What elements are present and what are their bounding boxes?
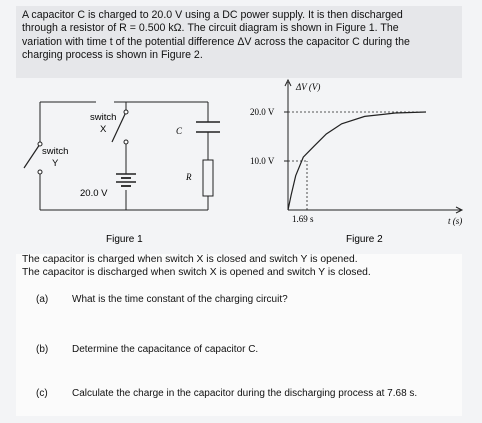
- question-b-text: Determine the capacitance of capacitor C.: [72, 344, 259, 355]
- question-b-label: (b): [36, 344, 49, 355]
- switch-y-label-2: Y: [52, 158, 59, 169]
- supply-voltage-label: 20.0 V: [80, 188, 108, 199]
- figure-1-caption: Figure 1: [106, 234, 143, 245]
- tick-t-label: 1.69 s: [292, 214, 314, 224]
- capacitor-label: C: [176, 126, 183, 136]
- figure-2-caption: Figure 2: [346, 234, 383, 245]
- intro-line-2: through a resistor of R = 0.500 kΩ. The circuit diagram is shown in Figure 1. The: [22, 22, 399, 35]
- question-a-label: (a): [36, 294, 49, 305]
- charging-curve: [288, 112, 426, 210]
- discharged-statement: The capacitor is discharged when switch X is opened and switch Y is closed.: [22, 267, 371, 278]
- question-a-text: What is the time constant of the charging circuit?: [72, 294, 288, 305]
- question-c-label: (c): [36, 388, 48, 399]
- y-axis-label: ΔV (V): [296, 82, 321, 92]
- intro-paragraph: [16, 6, 462, 78]
- question-c-text: Calculate the charge in the capacitor during the discharging process at 7.68 s.: [72, 388, 418, 399]
- circuit-diagram: [0, 72, 240, 254]
- x-axis-label: t (s): [448, 216, 463, 226]
- switch-x-label-1: switch: [90, 112, 117, 123]
- resistor-label: R: [186, 172, 192, 182]
- intro-line-4: charging process is shown in Figure 2.: [22, 49, 203, 62]
- intro-line-3: variation with time t of the potential difference ΔV across the capacitor C during the: [22, 35, 410, 48]
- question-b: [36, 344, 258, 355]
- charged-statement: The capacitor is charged when switch X is closed and switch Y is opened.: [22, 254, 358, 265]
- intro-line-1: A capacitor C is charged to 20.0 V using a DC power supply. It is then discharged: [22, 9, 403, 21]
- question-c: [36, 388, 417, 399]
- switch-y-label-1: switch: [42, 146, 69, 157]
- question-a: [36, 294, 288, 305]
- charging-graph: [240, 72, 480, 254]
- questions-panel: [16, 254, 462, 416]
- tick-20-label: 20.0 V: [250, 107, 275, 117]
- switch-x-label-2: X: [100, 124, 107, 135]
- tick-10-label: 10.0 V: [250, 156, 275, 166]
